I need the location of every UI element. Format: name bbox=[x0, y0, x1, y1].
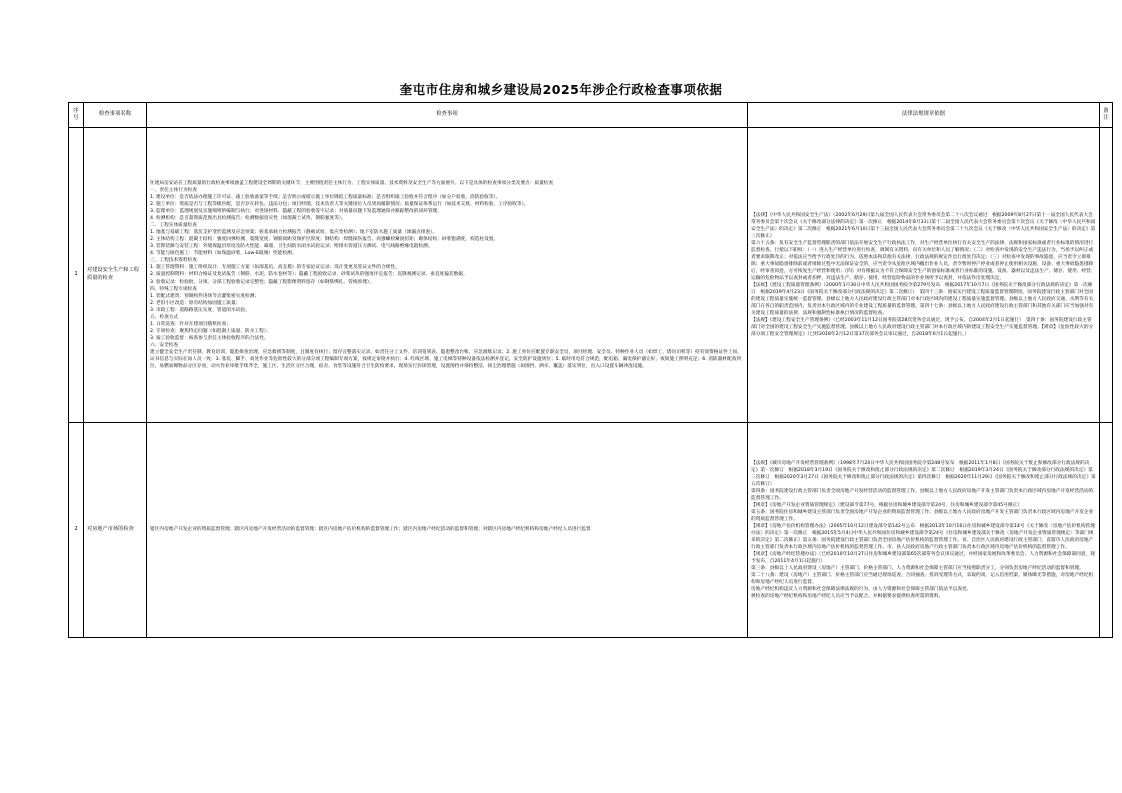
table-header-row bbox=[69, 103, 1113, 128]
table-row bbox=[69, 423, 1113, 638]
content-paragraph: 二、工程实体质量检查 bbox=[150, 223, 197, 229]
content-paragraph: 一、责任主体行为检查 bbox=[150, 187, 197, 193]
law-paragraph: 第三条：县级以上人民政府建设（房地产）主管部门、价格主管部门、人力资源和社会保障主管部门应当按照职责分工，分别负责房地产经纪活动的监督和管理。 bbox=[751, 566, 1084, 572]
law-paragraph: 第四条：国务院建设行政主管部门负责全国房地产开发经营活动的监督管理工作。县级以上地方人民政府房地产开发主管部门负责本行政区域内房地产开发经营活动的监督管理工作。 bbox=[751, 488, 1094, 501]
row-content bbox=[147, 423, 748, 638]
header-no: 序号 bbox=[69, 103, 84, 128]
row-note bbox=[1100, 423, 1113, 638]
content-paragraph: 五、检查方式 bbox=[150, 314, 179, 320]
content-paragraph: 辖区内房地产开发企业的资质监督管理；辖区内房地产开发经营活动的监督管理；辖区内房地产估价机构的监督管理工作；辖区内房地产经纪活动的监督和管理；对辖区内房地产经纪机构和房地产经纪人员进行监督 bbox=[150, 527, 591, 533]
content-paragraph: 3. 监理单位：监理规划及实施细则的编制与执行；对进场材料、隐蔽工程的验收签字记录；对质量问题下发监理通知并跟踪整改的闭环管理。 bbox=[150, 209, 442, 215]
content-paragraph: 四、特殊工程专项检查 bbox=[150, 286, 197, 292]
content-paragraph: 2. 专项检查：聚焦特定问题（如混凝土质量、防水工程）； bbox=[150, 328, 271, 334]
law-paragraph: 【规章】《房地产开发企业资质管理规定》（建设部令第77号，根据住房和城乡建设部令第24号、住房和城乡建设部令第45号修正） bbox=[751, 502, 1023, 508]
content-paragraph: 4. 检测机构：是否超资质范围出具检测报告；检测数据真实性（如混凝土试块、钢筋强度等）。 bbox=[150, 216, 346, 222]
law-paragraph: 【法规】《城市房地产开发经营管理条例》（1998年7月20日中华人民共和国国务院令第248号发布 根据2011年1月8日《国务院关于废止和修改部分行政法规的决定》第一次修订 根据2018年3月19日《国务院关于修改和废止部分行政法规的决定》第二次修订 根据2019年3月24日《国务院关于修改部分行政法规的决定》第三次修订 根据2020年3月27日《国务院关于修改和废止部分行政法规的决定》第四次修订 根据2020年11月29日《国务院关于修改和废止部分行政法规的决定》第五次修订） bbox=[751, 460, 1096, 487]
law-paragraph: 房地产经纪机构违反人力资源和社会保障法律法规的行为，由人力资源和社会保障主管部门依法予以查处。 bbox=[751, 587, 972, 593]
law-paragraph: 【规章】《房地产估价机构管理办法》（2005年10月12日建设部令第142号公布 根据2013年10月16日住房和城乡建设部令第14号《关于修改〈房地产估价机构管理办法〉的决定》第一次修正 根据2015年5月4日中华人民共和国住房和城乡建设部令第24号《住房和城乡建设部关于修改〈房地产开发企业资质管理规定〉等部门规章的决定》第二次修正）第五条：国务院建设行政主管部门负责全国房地产估价机构的监督管理工作。省、自治区人民政府建设行政主管部门，直辖市人民政府房地产行政主管部门负责本行政区域内房地产估价机构的监督管理工作。市、县人民政府房地产行政主管部门负责本行政区域内房地产估价机构的监督管理工作。 bbox=[751, 523, 1095, 551]
row-content bbox=[147, 128, 748, 423]
content-paragraph: 建立健全安全生产责任制、教育培训、隐患排查治理、应急救援等制度，且制度有执行；留存完整落实记录，如责任分工文件、培训签到表、隐患整改台账、应急演练记录；2. 施工单位应配置专职安全员，项目经理、安全员、特种作业人员（如焊工、塔吊司机等）持有效资格证件上岗，证书信息与实际在岗人员一致；3. 基坑、脚手、高处作业等危险性较大的分部分项工程编制专项方案，按规定审批并执行；4. 红线区域、施工电梯等特种设备依法检测并登记，安全防护设施到位；5. 临时用电符合规范，配电箱、漏电保护器完好，夜间施工照明充足；6. 消防器材配备到位，易燃易爆物品分区存放，动火作业审批手续齐全，施工区、生活区分区合理，宿舍、食堂等设施符合卫生防疫要求，现场实行封闭管理，设置围挡并保持整洁，扬尘治理措施（如围挡、洒水、覆盖）落实到位，出入口设置车辆冲洗设施。 bbox=[150, 349, 742, 370]
law-paragraph: 【规章】《房地产经纪管理办法》（已经2010年10月27日住房和城乡建设部第65次部常务会议审议通过，并经国家发展和改革委员会、人力资源和社会保障部同意，现予发布，自2011年4月1日起施行） bbox=[751, 552, 1095, 565]
content-paragraph: 1. 日常巡查：针对在建项目随机检查； bbox=[150, 321, 231, 327]
law-paragraph: 【法规】《建设工程安全生产管理条例》（已经2003年11月12日国务院第28次常务会议通过，现予公布，自2004年2月1日起施行） 第四十条：国务院建设行政主管部门对全国的建设工程安全生产实施监督管理。县级以上地方人民政府建设行政主管部门对本行政区域内的建设工程安全生产实施监督管理。【规章】《危险性较大的分部分项工程安全管理规定》（已经2018年2月12日第37次部务会议审议通过，自2018年6月1日起施行。） bbox=[751, 318, 1094, 338]
law-paragraph: 第五条：国务院住房和城乡建设主管部门负责全国房地产开发企业的资质监督管理工作；县级以上地方人民政府房地产开发主管部门负责本行政区域内房地产开发企业的资质监督管理工作。 bbox=[751, 509, 1094, 522]
law-paragraph: 【法律】《中华人民共和国安全生产法》（2002年6月29日第九届全国人民代表大会常务委员会第二十八次会议通过 根据2009年8月27日第十一届全国人民代表大会常务委员会第十次会议《关于修改部分法律的决定》第一次修正 根据2014年8月31日第十二届全国人民代表大会常务委员会第十次会议《关于修改〈中华人民共和国安全生产法〉的决定》第二次修正 根据2021年6月10日第十三届全国人民代表大会常务委员会第二十九次会议《关于修改〈中华人民共和国安全生产法〉的决定》第三次修正） bbox=[751, 212, 1096, 239]
row-law-basis bbox=[748, 423, 1100, 638]
content-paragraph: 1. 施工管理资料：施工组织设计、专项施工方案（如深基坑、高支模）的专家论证记录；设计变更及签证文件的合规性。 bbox=[150, 265, 400, 271]
table-row bbox=[69, 128, 1113, 423]
law-paragraph: 【法规】《建设工程质量管理条例》（2000年1月30日中华人民共和国国务院令第279号发布 根据2017年10月7日《国务院关于修改部分行政法规的决定》第一次修订 根据2019年4月23日《国务院关于修改部分行政法规的决定》第二次修订） 第四十三条：国家实行建设工程质量监督管理制度。国务院建设行政主管部门对全国的建设工程质量实施统一监督管理。县级以上地方人民政府建设行政主管部门对本行政区域内的建设工程质量实施监督管理。县级以上地方人民政府交通、水利等有关部门在各自的职责范围内，负责对本行政区域内的专业建设工程质量的监督管理。第四十七条：县级以上地方人民政府建设行政主管部门和其他有关部门应当加强对有关建设工程质量的法律、法规和强制性标准执行情况的监督检查。 bbox=[751, 283, 1094, 317]
content-paragraph: 3. 验收记录：检验批、分项、分部工程验收记录完整性；隐蔽工程影像资料留存（如钢筋绑扎、管线预埋）。 bbox=[150, 279, 374, 285]
header-law: 法律法规规章依据 bbox=[748, 103, 1100, 128]
content-paragraph: 三、工程技术资料检查 bbox=[150, 258, 197, 264]
content-paragraph: 1. 建设单位：是否依法办理施工许可证、竣工验收备案等手续；是否明示或暗示施工单位降低工程质量标准；是否组织竣工验收并符合程序（如分户验收、消防验收等）。 bbox=[150, 194, 501, 200]
inspection-table bbox=[68, 102, 1113, 638]
content-paragraph: 1. 地基与基础工程：基坑支护变形监测及应急预案；桩基承载力检测报告（静载试验、低应变检测）；地下室防水施工质量（渗漏点排查）。 bbox=[150, 230, 438, 236]
row-number: 2 bbox=[69, 423, 84, 638]
content-paragraph: 3. 装饰装修与安装工程：外墙保温层厚度及防火性能、幕墙、卫生间防水闭水试验记录；给排水管道压力测试、电气线路绝缘电阻检测。 bbox=[150, 244, 433, 250]
law-paragraph: 第二十八条：建设（房地产）主管部门、价格主管部门应当通过现场巡查、合同抽查、投诉受理等方式，采取约谈、记入信用档案、媒体曝光等措施，对房地产经纪机构和房地产经纪人员进行监督。 bbox=[751, 573, 1094, 586]
row-item-name: 对房地产市场的检查 bbox=[84, 423, 147, 638]
header-item: 检查事项名称 bbox=[84, 103, 147, 128]
content-paragraph: 六、安全检查 bbox=[150, 342, 179, 348]
row-item-name: 对建设安全生产和工程质量的检查 bbox=[84, 128, 147, 423]
law-paragraph: 被检查的房地产经纪机构和房地产经纪人员应当予以配合，并根据要求提供检查所需的资料。 bbox=[751, 594, 944, 600]
content-paragraph: 2. 老旧小区改造：原有结构加固施工质量； bbox=[150, 300, 241, 306]
law-paragraph: 第六十五条：负有安全生产监督管理职责的部门依法开展安全生产行政执法工作，对生产经营单位执行有关安全生产的法律、法规和国家标准或者行业标准的情况进行监督检查，行使以下职权：（一）进入生产经营单位进行检查，调阅有关资料，向有关单位和人员了解情况；（二）对检查中发现的安全生产违法行为，当场予以纠正或者要求限期改正；对依法应当给予行政处罚的行为，依照本法和其他有关法律、行政法规的规定作出行政处罚决定；（三）对检查中发现的事故隐患，应当责令立即排除；重大事故隐患排除前或者排除过程中无法保证安全的，应当责令从危险区域内撤出作业人员，责令暂时停产停业或者停止使用相关设施、设备；重大事故隐患排除后，经审查同意，方可恢复生产经营和使用；（四）对有根据认为不符合保障安全生产的国家标准或者行业标准的设施、设备、器材以及违法生产、储存、使用、经营、运输的危险物品予以查封或者扣押，对违法生产、储存、使用、经营危险物品的作业场所予以查封，并依法作出处理决定。 bbox=[751, 240, 1096, 281]
header-content: 检查事项 bbox=[147, 103, 748, 128]
content-paragraph: 1. 装配式建筑：预制构件进场节点灌浆密实度检测； bbox=[150, 293, 260, 299]
header-note: 备注 bbox=[1100, 103, 1113, 128]
row-note bbox=[1100, 128, 1113, 423]
row-number: 1 bbox=[69, 128, 84, 423]
content-paragraph: 住建局房安站在工程质量的行政检查事项涵盖工程建设全周期的关键环节，主要围绕责任主体行为、工程实体质量、技术资料及安全生产等方面展开。以下是具体的检查事项分类及要点：质量检查 bbox=[150, 180, 554, 186]
content-paragraph: 3. 市政工程：道路路基压实度、管道闭水试验。 bbox=[150, 307, 250, 313]
content-paragraph: 2. 质量控制资料：材料合格证及复试报告（钢筋、水泥、防水卷材等）；隐蔽工程验收记录、砂浆试块的强度评定报告；沉降观测记录、垂直度偏差数据。 bbox=[150, 272, 468, 278]
document-title: 奎屯市住房和城乡建设局2025年涉企行政检查事项依据 bbox=[399, 82, 723, 97]
content-paragraph: 2. 施工单位：资质是否与工程等级匹配，是否存在转包、违法分包；项目经理、技术负责人等关键岗位人员到岗履职情况；质量保证体系运行（如技术交底、材料检验、工序验收等）。 bbox=[150, 202, 529, 207]
row-law-basis bbox=[748, 128, 1100, 423]
content-paragraph: 2. 主体结构工程：混凝土结构：强度回弹检测、裂缝宽度、钢筋间距及保护层厚度；钢结构：焊缝探伤报告、高强螺栓紧固扭矩；砌体结构：砂浆饱满度、构造柱设置。 bbox=[150, 237, 499, 243]
content-paragraph: 3. 竣工验收监督：核查参与责任主体验收程序的合法性。 bbox=[150, 335, 269, 341]
content-paragraph: 4. 节能与绿色施工：节能材料（如保温砂浆、Low-E玻璃）性能检测。 bbox=[150, 251, 297, 257]
